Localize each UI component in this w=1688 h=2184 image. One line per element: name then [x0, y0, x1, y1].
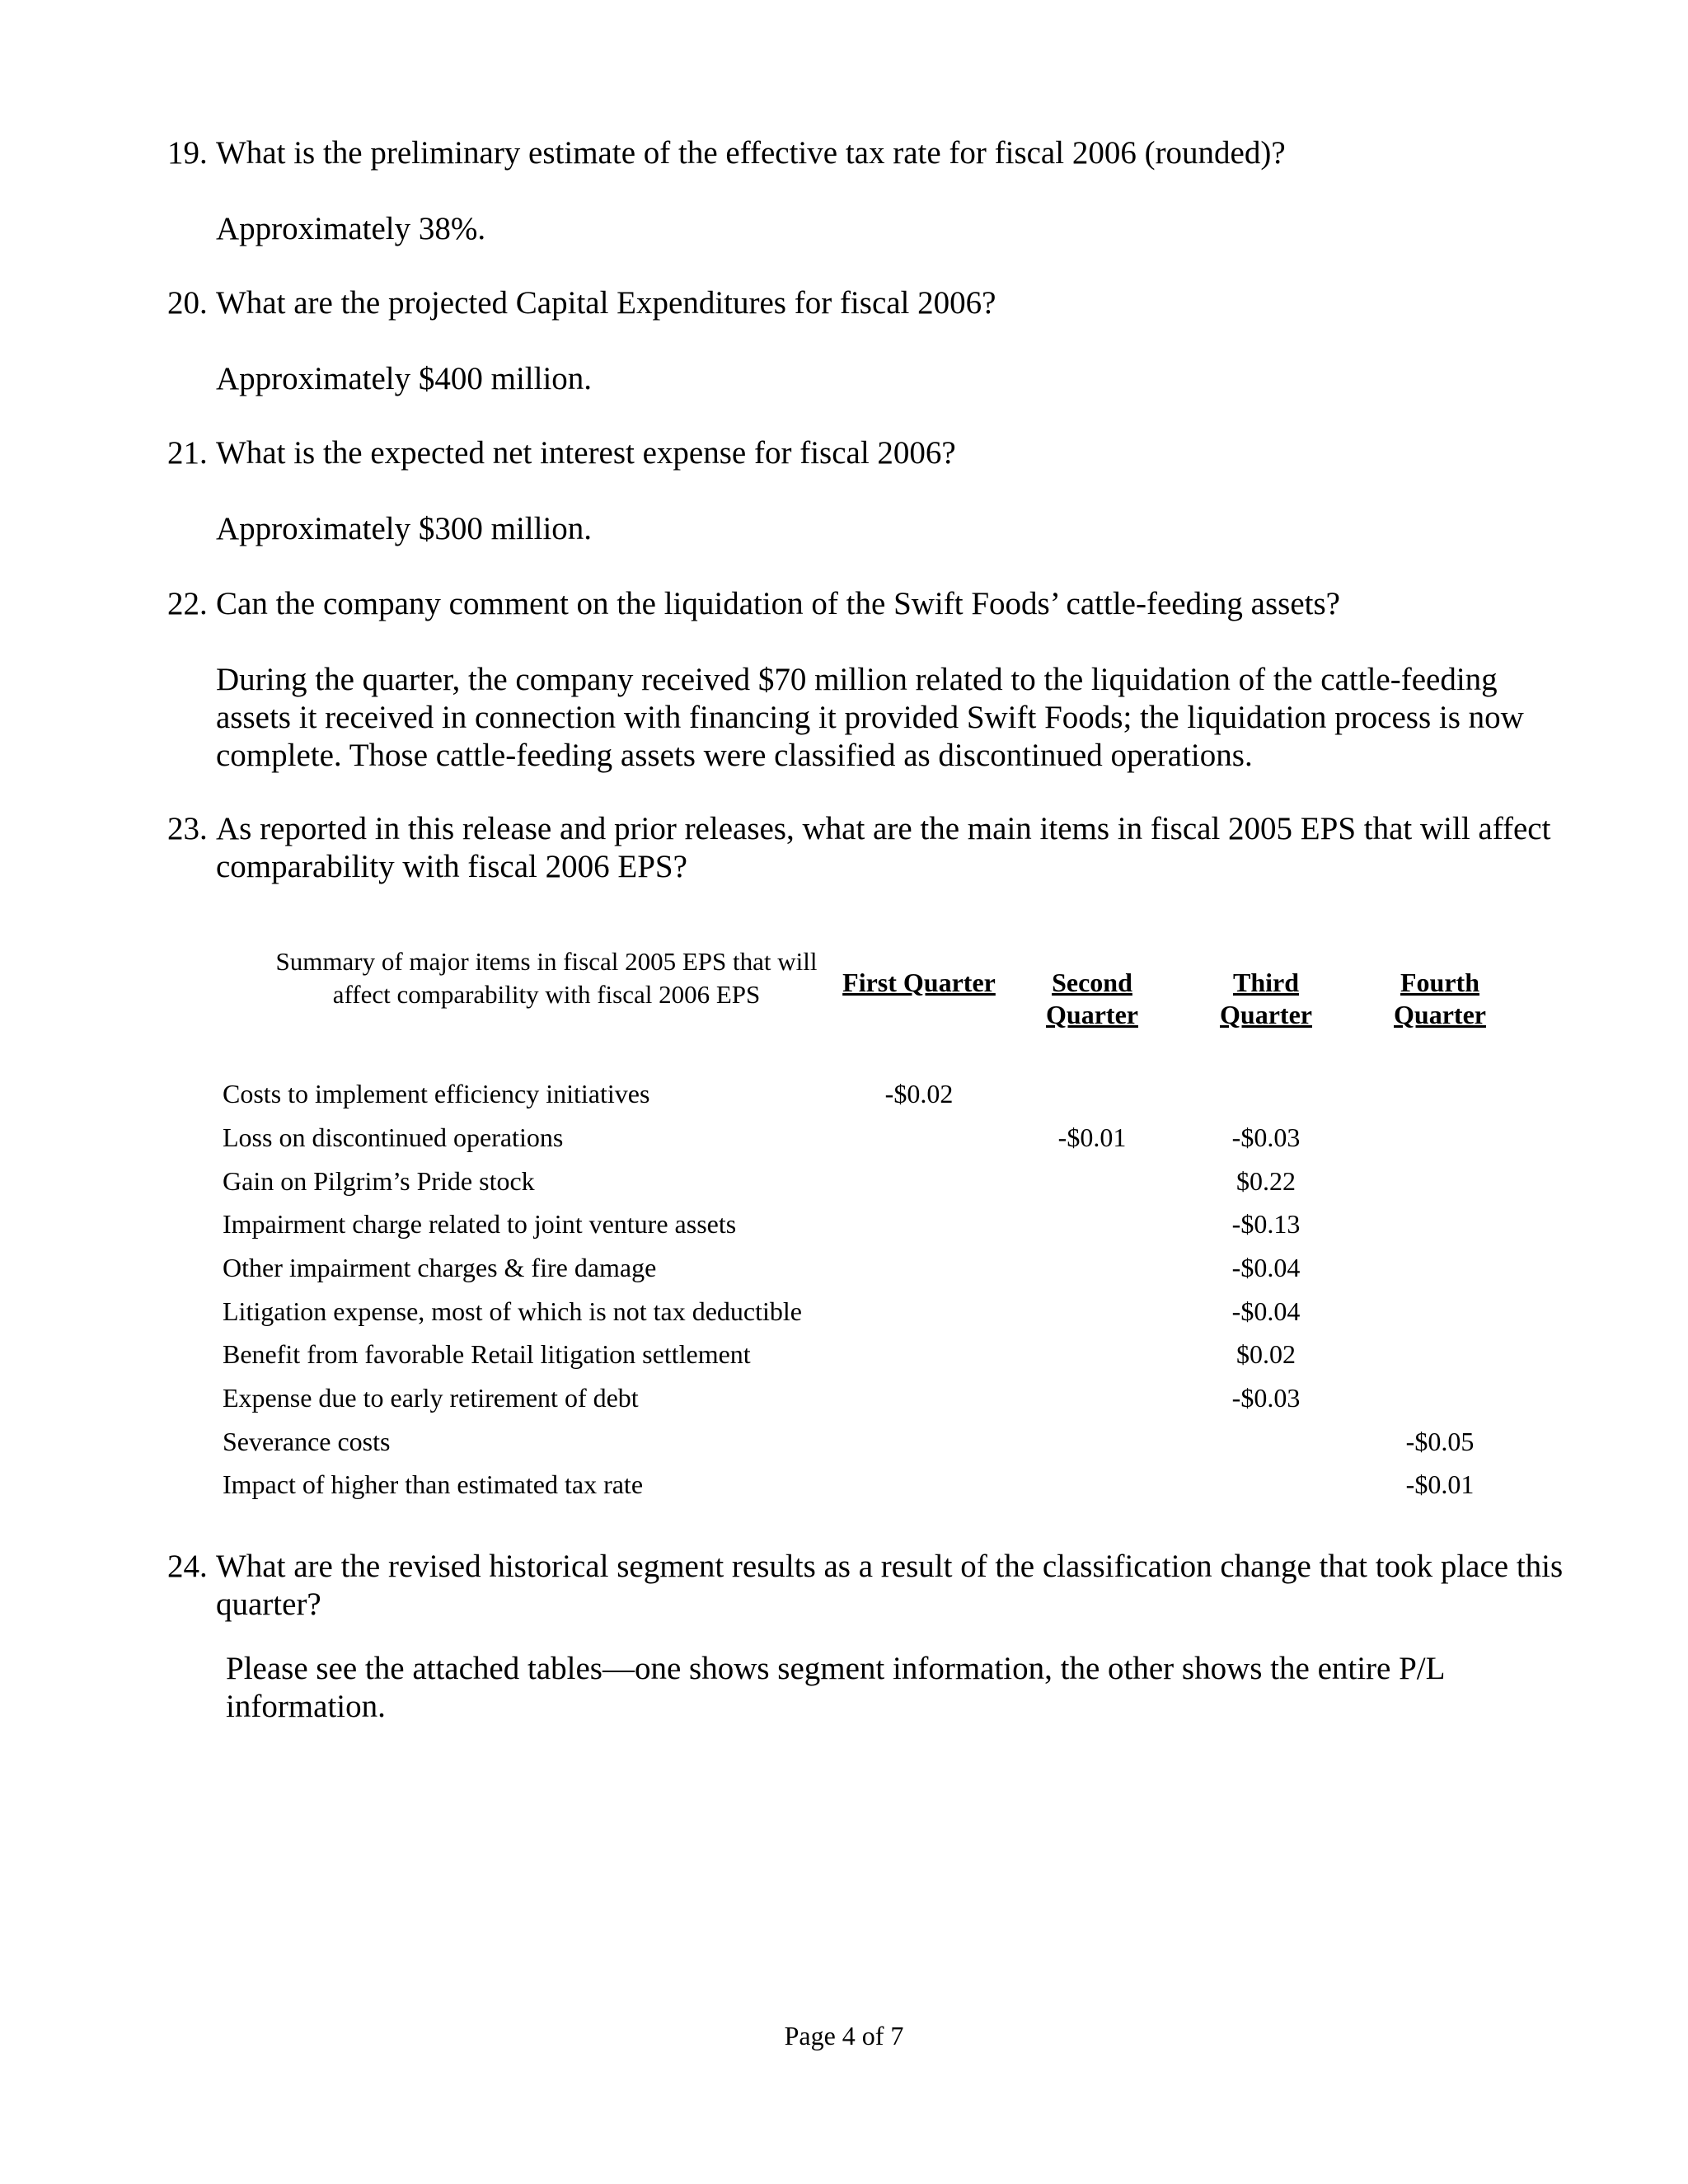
table-row	[223, 1251, 1541, 1295]
cell-q3: -$0.03	[1231, 1122, 1301, 1152]
question	[167, 585, 1568, 623]
cell-q3: -$0.13	[1231, 1209, 1301, 1239]
cell-q4: -$0.05	[1405, 1427, 1475, 1456]
question	[167, 1548, 1568, 1624]
row-label: Costs to implement efficiency initiatives	[223, 1079, 650, 1108]
row-label: Other impairment charges & fire damage	[223, 1253, 657, 1282]
row-label: Litigation expense, most of which is not tax deductible	[223, 1296, 802, 1326]
cell-q4: -$0.01	[1405, 1469, 1475, 1499]
page-number: Page 4 of 7	[784, 2021, 904, 2050]
question-text: What is the expected net interest expense for fiscal 2006?	[216, 435, 956, 471]
question-number: 19.	[167, 135, 208, 171]
question	[167, 284, 1568, 322]
table-row	[223, 1295, 1541, 1338]
question-number: 20.	[167, 285, 208, 321]
row-label: Loss on discontinued operations	[223, 1122, 564, 1152]
question	[167, 434, 1568, 472]
column-header-third-quarter: Third Quarter	[1220, 968, 1312, 1029]
answer-text: Approximately 38%.	[216, 211, 486, 246]
question-number: 23.	[167, 811, 208, 846]
row-label: Expense due to early retirement of debt	[223, 1383, 639, 1413]
answer-text: Please see the attached tables—one shows segment information, the other shows the entire P/L information.	[226, 1651, 1445, 1724]
table-row	[223, 1468, 1541, 1511]
table-row	[223, 1207, 1541, 1251]
table-row	[223, 1165, 1541, 1208]
question	[167, 810, 1568, 886]
column-header-fourth-quarter: Fourth Quarter	[1394, 968, 1486, 1029]
answer-text: Approximately $400 million.	[216, 361, 593, 396]
table-row	[223, 1381, 1541, 1425]
row-label: Severance costs	[223, 1427, 391, 1456]
cell-q3: -$0.04	[1231, 1253, 1301, 1282]
cell-q3: -$0.03	[1231, 1383, 1301, 1413]
question-text: As reported in this release and prior releases, what are the main items in fiscal 2005 EPS that will affect comparability with fiscal 2006 EPS?	[216, 811, 1551, 884]
cell-q3: -$0.04	[1231, 1296, 1301, 1326]
cell-q3: $0.02	[1236, 1339, 1296, 1369]
cell-q3: $0.22	[1236, 1166, 1296, 1196]
question	[167, 134, 1568, 172]
table-row	[223, 1121, 1541, 1165]
question-number: 21.	[167, 435, 208, 471]
column-header-first-quarter: First Quarter	[842, 968, 996, 997]
question-text: What are the revised historical segment results as a result of the classification change that took place this quarter?	[216, 1549, 1564, 1622]
question-text: What are the projected Capital Expenditures for fiscal 2006?	[216, 285, 996, 321]
answer-text: During the quarter, the company received $70 million related to the liquidation of the cattle-feeding assets it received in connection with financing it provided Swift Foods; the liquidation process is now complete. Those cattle-feeding assets were classified as discontinued operations.	[216, 662, 1524, 773]
row-label: Gain on Pilgrim’s Pride stock	[223, 1166, 535, 1196]
answer-text: Approximately $300 million.	[216, 511, 593, 546]
table-row	[223, 1425, 1541, 1469]
column-header-second-quarter: Second Quarter	[1046, 968, 1138, 1029]
table-row	[223, 1077, 1541, 1121]
table-row	[223, 1338, 1541, 1381]
question-number: 24.	[167, 1549, 208, 1584]
row-label: Benefit from favorable Retail litigation settlement	[223, 1339, 751, 1369]
question-text: What is the preliminary estimate of the effective tax rate for fiscal 2006 (rounded)?	[216, 135, 1286, 171]
row-label: Impact of higher than estimated tax rate	[223, 1469, 644, 1499]
question-text: Can the company comment on the liquidation of the Swift Foods’ cattle-feeding assets?	[216, 586, 1340, 621]
table-title: Summary of major items in fiscal 2005 EPS that will affect comparability with fiscal 2006 EPS	[275, 947, 818, 1009]
cell-q2: -$0.01	[1057, 1122, 1127, 1152]
row-label: Impairment charge related to joint venture assets	[223, 1209, 737, 1239]
question-number: 22.	[167, 586, 208, 621]
cell-q1: -$0.02	[884, 1079, 954, 1108]
